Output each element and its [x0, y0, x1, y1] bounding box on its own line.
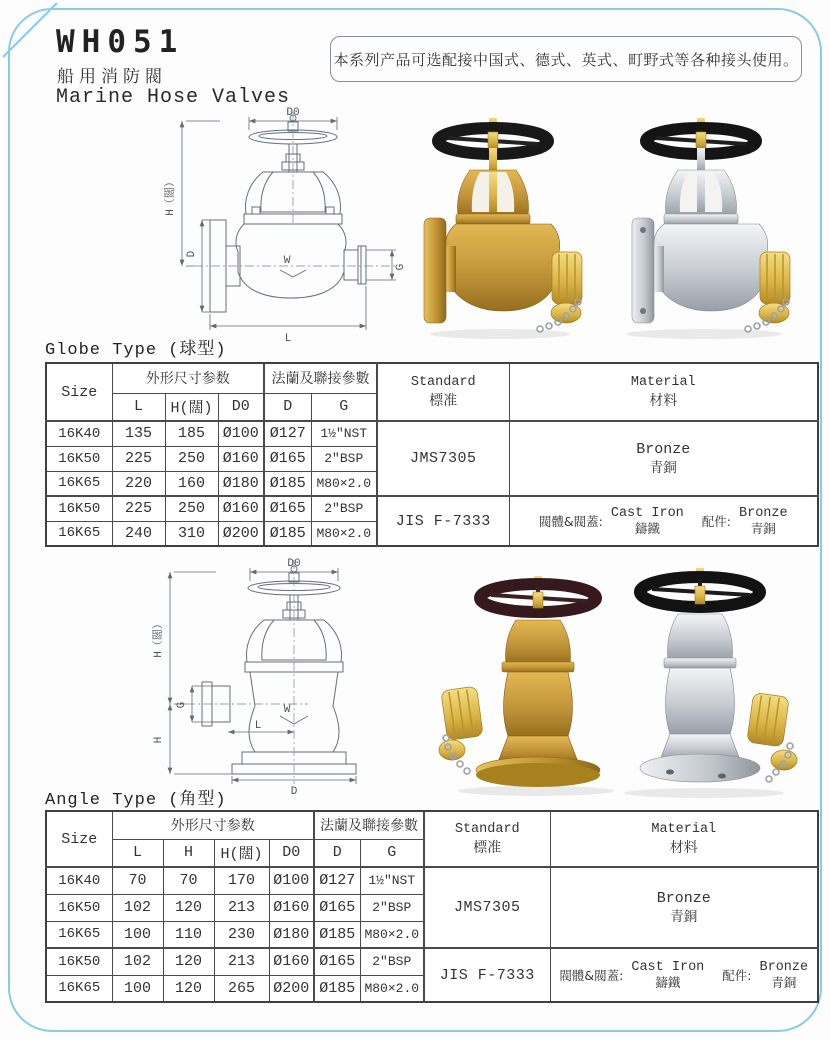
cell-standard-jms: JMS7305 — [424, 867, 550, 948]
th-material-en: Material — [651, 821, 717, 837]
body-label: 閥體&閥蓋: — [538, 513, 603, 529]
cell-standard-jis: JIS F-7333 — [424, 948, 550, 1002]
th-d: D — [264, 393, 311, 421]
th-dims-group: 外形尺寸参数 — [112, 811, 314, 839]
cell-l: 102 — [112, 948, 163, 975]
dim-g-label: G — [176, 701, 188, 709]
dim-d-label: D — [186, 250, 198, 258]
material-en: Bronze — [656, 890, 711, 908]
cell-d0: Ø180 — [218, 471, 264, 496]
angle-valve-drawing — [146, 554, 412, 796]
th-size: Size — [46, 811, 112, 867]
dim-g-label: G — [395, 263, 407, 271]
cell-l: 220 — [112, 471, 165, 496]
photo-globe-valve-bronze — [418, 106, 590, 344]
cell-h-open: 213 — [214, 894, 269, 921]
cell-l: 240 — [112, 521, 165, 546]
dim-h-label: H（闊） — [165, 176, 177, 216]
cell-d0: Ø200 — [269, 975, 314, 1002]
cell-d: Ø127 — [264, 421, 311, 446]
th-standard — [424, 811, 550, 867]
fitting-label: 配件: — [701, 513, 731, 529]
table-row — [46, 867, 818, 894]
fitting-zh: 青銅 — [750, 520, 776, 536]
angle-spec-table — [45, 810, 819, 1003]
cell-d0: Ø200 — [218, 521, 264, 546]
cell-d: Ø165 — [264, 446, 311, 471]
th-material-zh: 材料 — [669, 840, 698, 857]
dim-d-label: D — [290, 786, 298, 796]
th-standard — [377, 363, 509, 421]
cell-d0: Ø100 — [269, 867, 314, 894]
cell-d: Ø165 — [264, 496, 311, 521]
cell-d: Ø185 — [314, 975, 360, 1002]
th-d0: D0 — [269, 839, 314, 867]
body-en: Cast Iron — [610, 506, 684, 522]
cell-g: 2″BSP — [360, 948, 424, 975]
cell-h: 185 — [165, 421, 218, 446]
cell-d: Ø165 — [314, 948, 360, 975]
cell-d: Ø185 — [314, 921, 360, 948]
th-h-open: H(闊) — [165, 393, 218, 421]
dim-l-label: L — [284, 333, 292, 345]
cell-d0: Ø160 — [218, 496, 264, 521]
cell-g: 1½″NST — [360, 867, 424, 894]
body-label: 閥體&閥蓋: — [559, 967, 624, 983]
table-row — [46, 948, 818, 975]
dim-w-label: W — [283, 704, 291, 716]
cell-l: 70 — [112, 867, 163, 894]
cell-g: 2″BSP — [311, 446, 377, 471]
th-conn-group: 法蘭及聯接參數 — [264, 363, 377, 393]
fitting-zh: 青銅 — [771, 974, 797, 990]
cell-h: 250 — [165, 496, 218, 521]
cell-size: 16K50 — [46, 496, 112, 521]
model-number: WH051 — [56, 24, 185, 60]
cell-h: 120 — [163, 975, 214, 1002]
th-conn-group: 法蘭及聯接參數 — [314, 811, 424, 839]
cell-d0: Ø180 — [269, 921, 314, 948]
angle-type-label: Angle Type (角型) — [45, 791, 227, 810]
dim-w-label: W — [283, 255, 291, 267]
cell-size: 16K50 — [46, 446, 112, 471]
cell-h: 120 — [163, 948, 214, 975]
cell-h-open: 170 — [214, 867, 269, 894]
cell-g: M80×2.0 — [311, 471, 377, 496]
body-zh: 鑄鐵 — [634, 520, 660, 536]
globe-valve-drawing — [160, 104, 426, 352]
cell-h: 160 — [165, 471, 218, 496]
th-material-en: Material — [630, 374, 696, 390]
cell-l: 225 — [112, 446, 165, 471]
dim-h-label: H — [153, 736, 165, 744]
th-standard-en: Standard — [410, 374, 476, 390]
dim-l-label: L — [254, 720, 262, 732]
cell-h: 250 — [165, 446, 218, 471]
th-material-zh: 材料 — [649, 393, 678, 410]
cell-d: Ø185 — [264, 521, 311, 546]
cell-d: Ø165 — [314, 894, 360, 921]
fitting-label: 配件: — [722, 967, 752, 983]
th-l: L — [112, 839, 163, 867]
photo-angle-valve-silver — [612, 560, 804, 800]
th-standard-en: Standard — [454, 821, 520, 837]
globe-spec-table — [45, 362, 819, 547]
material-en: Bronze — [636, 441, 691, 459]
cell-l: 102 — [112, 894, 163, 921]
th-d: D — [314, 839, 360, 867]
cell-size: 16K65 — [46, 921, 112, 948]
dim-d0-label: D0 — [287, 558, 301, 570]
cell-d0: Ø100 — [218, 421, 264, 446]
cell-d0: Ø160 — [218, 446, 264, 471]
cell-size: 16K65 — [46, 975, 112, 1002]
cell-h-open: 213 — [214, 948, 269, 975]
th-standard-zh: 標准 — [473, 840, 502, 857]
dim-d0-label: D0 — [286, 107, 300, 119]
cell-l: 100 — [112, 975, 163, 1002]
cell-d: Ø185 — [264, 471, 311, 496]
cell-h-open: 230 — [214, 921, 269, 948]
th-h: H — [163, 839, 214, 867]
cell-g: M80×2.0 — [311, 521, 377, 546]
cell-h: 110 — [163, 921, 214, 948]
cell-size: 16K40 — [46, 867, 112, 894]
cell-standard-jms: JMS7305 — [377, 421, 509, 496]
th-d0: D0 — [218, 393, 264, 421]
th-standard-zh: 標准 — [429, 393, 458, 410]
cell-g: 2″BSP — [360, 894, 424, 921]
fitting-en: Bronze — [739, 506, 788, 522]
hose-coupling — [747, 692, 790, 747]
cell-standard-jis: JIS F-7333 — [377, 496, 509, 546]
body-zh: 鑄鐵 — [655, 974, 681, 990]
cell-g: M80×2.0 — [360, 921, 424, 948]
cell-d0: Ø160 — [269, 894, 314, 921]
th-h-open: H(闊) — [214, 839, 269, 867]
th-material — [509, 363, 818, 421]
cell-d0: Ø160 — [269, 948, 314, 975]
cell-l: 225 — [112, 496, 165, 521]
hose-coupling — [441, 686, 484, 741]
cell-size: 16K65 — [46, 521, 112, 546]
th-l: L — [112, 393, 165, 421]
cell-h-open: 265 — [214, 975, 269, 1002]
cell-material-castiron — [509, 496, 818, 546]
material-zh: 青銅 — [670, 908, 698, 925]
table-row — [46, 421, 818, 446]
cell-d: Ø127 — [314, 867, 360, 894]
cell-size: 16K40 — [46, 421, 112, 446]
fitting-en: Bronze — [759, 960, 809, 976]
photo-angle-valve-bronze — [436, 570, 624, 798]
cell-size: 16K50 — [46, 948, 112, 975]
cell-h: 120 — [163, 894, 214, 921]
globe-type-label: Globe Type (球型) — [45, 341, 227, 360]
body-en: Cast Iron — [631, 960, 705, 976]
dim-hopen-label: H（闊） — [153, 618, 165, 658]
th-g: G — [360, 839, 424, 867]
note-box — [330, 36, 802, 82]
cell-size: 16K65 — [46, 471, 112, 496]
title-chinese: 船用消防閥 — [57, 67, 167, 86]
photo-globe-valve-silver — [606, 106, 802, 344]
cell-material-castiron — [550, 948, 818, 1002]
cell-g: M80×2.0 — [360, 975, 424, 1002]
th-g: G — [311, 393, 377, 421]
th-dims-group: 外形尺寸参数 — [112, 363, 264, 393]
cell-size: 16K50 — [46, 894, 112, 921]
cell-h: 70 — [163, 867, 214, 894]
cell-g: 2″BSP — [311, 496, 377, 521]
cell-l: 100 — [112, 921, 163, 948]
title-english: Marine Hose Valves — [56, 86, 291, 109]
material-zh: 青銅 — [649, 459, 677, 476]
table-row — [46, 496, 818, 521]
cell-l: 135 — [112, 421, 165, 446]
th-size: Size — [46, 363, 112, 421]
cell-material-bronze — [509, 421, 818, 496]
cell-h: 310 — [165, 521, 218, 546]
cell-material-bronze — [550, 867, 818, 948]
th-material — [550, 811, 818, 867]
cell-g: 1½″NST — [311, 421, 377, 446]
note-text: 本系列产品可选配接中国式、德式、英式、町野式等各种接头使用。 — [333, 51, 799, 69]
